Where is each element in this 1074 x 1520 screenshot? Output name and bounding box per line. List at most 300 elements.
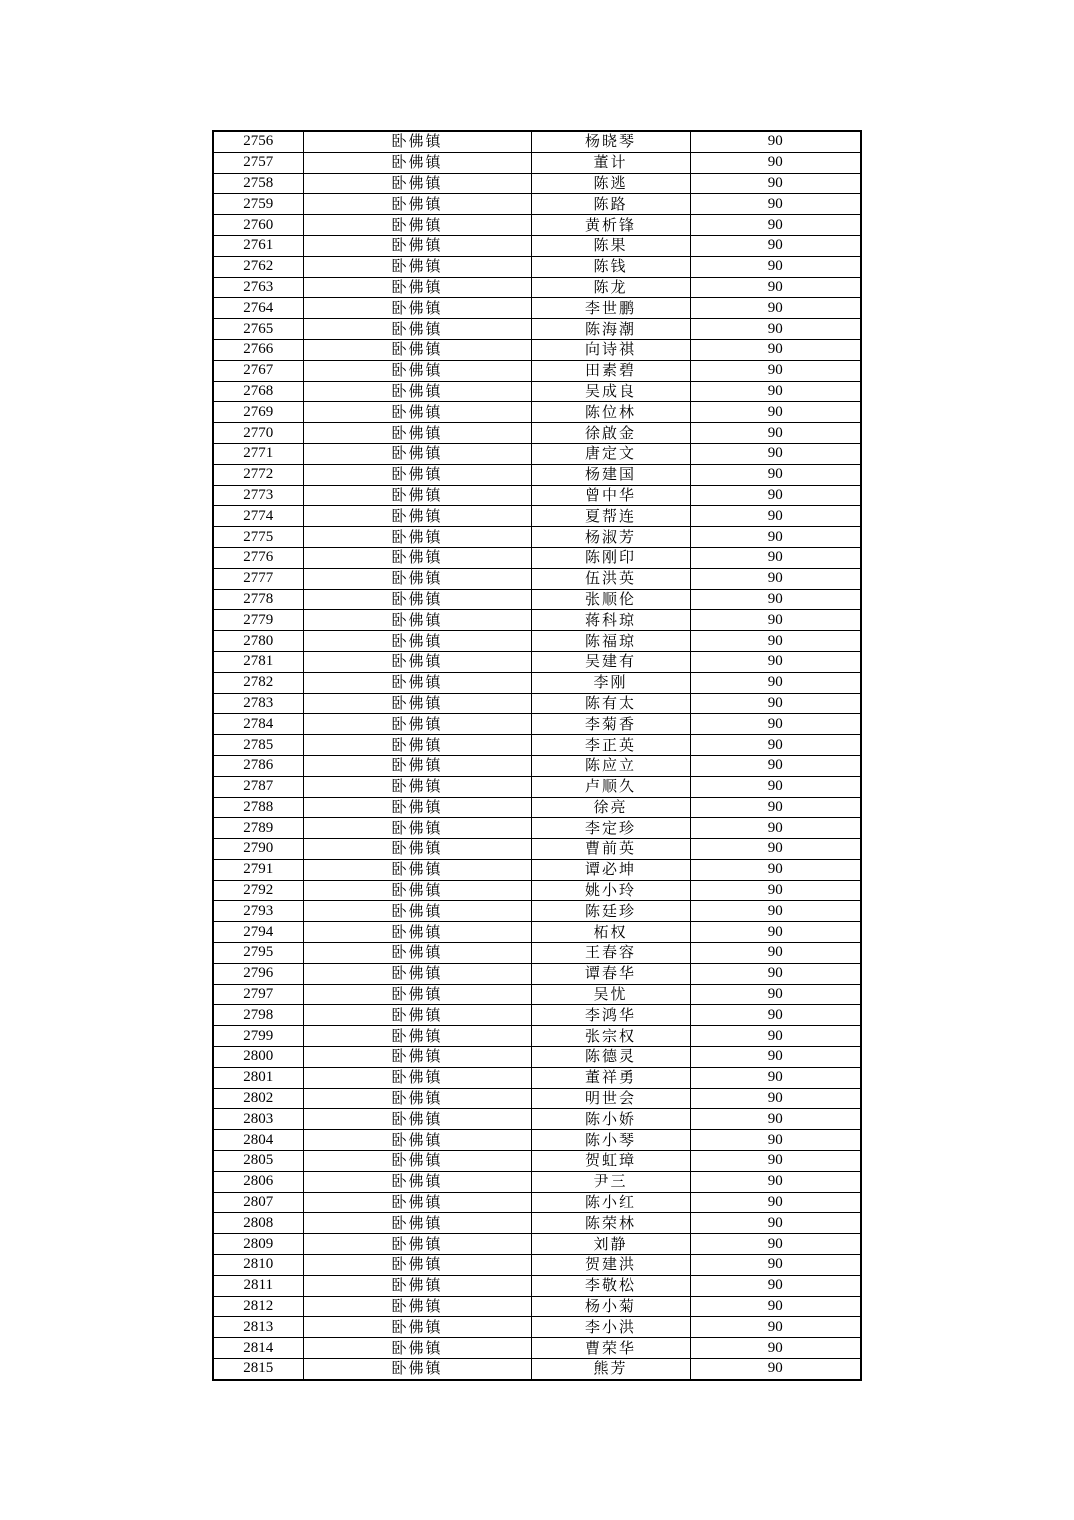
row-number-cell: 2763 [213, 277, 303, 298]
amount-cell: 90 [690, 610, 861, 631]
table-row [213, 1151, 861, 1172]
row-number-cell: 2808 [213, 1213, 303, 1234]
table-row [213, 1067, 861, 1088]
table-row [213, 589, 861, 610]
amount-cell: 90 [690, 1047, 861, 1068]
table-row [213, 672, 861, 693]
table-row [213, 1171, 861, 1192]
row-number-cell: 2770 [213, 423, 303, 444]
person-name-cell: 夏帮连 [531, 506, 690, 527]
row-number-cell: 2801 [213, 1067, 303, 1088]
amount-cell: 90 [690, 423, 861, 444]
table-row [213, 818, 861, 839]
town-cell: 卧佛镇 [303, 423, 531, 444]
town-cell: 卧佛镇 [303, 194, 531, 215]
amount-cell: 90 [690, 776, 861, 797]
town-cell: 卧佛镇 [303, 547, 531, 568]
table-row [213, 943, 861, 964]
amount-cell: 90 [690, 1338, 861, 1359]
row-number-cell: 2807 [213, 1192, 303, 1213]
person-name-cell: 柘权 [531, 922, 690, 943]
town-cell: 卧佛镇 [303, 277, 531, 298]
table-row [213, 631, 861, 652]
person-name-cell: 陈应立 [531, 755, 690, 776]
amount-cell: 90 [690, 360, 861, 381]
row-number-cell: 2767 [213, 360, 303, 381]
amount-cell: 90 [690, 506, 861, 527]
person-name-cell: 李刚 [531, 672, 690, 693]
table-row [213, 610, 861, 631]
amount-cell: 90 [690, 797, 861, 818]
town-cell: 卧佛镇 [303, 319, 531, 340]
table-row [213, 443, 861, 464]
row-number-cell: 2758 [213, 173, 303, 194]
town-cell: 卧佛镇 [303, 152, 531, 173]
table-row [213, 776, 861, 797]
town-cell: 卧佛镇 [303, 797, 531, 818]
amount-cell: 90 [690, 381, 861, 402]
amount-cell: 90 [690, 319, 861, 340]
amount-cell: 90 [690, 735, 861, 756]
town-cell: 卧佛镇 [303, 984, 531, 1005]
row-number-cell: 2804 [213, 1130, 303, 1151]
table-row [213, 298, 861, 319]
table-row [213, 963, 861, 984]
table-row [213, 839, 861, 860]
table-row [213, 1275, 861, 1296]
person-name-cell: 李小洪 [531, 1317, 690, 1338]
row-number-cell: 2773 [213, 485, 303, 506]
table-row [213, 568, 861, 589]
person-name-cell: 陈德灵 [531, 1047, 690, 1068]
roster-table [212, 130, 862, 1381]
table-row [213, 152, 861, 173]
table-row [213, 277, 861, 298]
table-row [213, 423, 861, 444]
table-row [213, 1088, 861, 1109]
row-number-cell: 2805 [213, 1151, 303, 1172]
person-name-cell: 陈小娇 [531, 1109, 690, 1130]
person-name-cell: 陈有太 [531, 693, 690, 714]
table-row [213, 464, 861, 485]
row-number-cell: 2780 [213, 631, 303, 652]
amount-cell: 90 [690, 485, 861, 506]
row-number-cell: 2794 [213, 922, 303, 943]
town-cell: 卧佛镇 [303, 131, 531, 152]
amount-cell: 90 [690, 984, 861, 1005]
row-number-cell: 2778 [213, 589, 303, 610]
table-row [213, 1338, 861, 1359]
person-name-cell: 蒋科琼 [531, 610, 690, 631]
table-row [213, 880, 861, 901]
row-number-cell: 2812 [213, 1296, 303, 1317]
town-cell: 卧佛镇 [303, 527, 531, 548]
person-name-cell: 熊芳 [531, 1359, 690, 1380]
row-number-cell: 2783 [213, 693, 303, 714]
amount-cell: 90 [690, 693, 861, 714]
amount-cell: 90 [690, 547, 861, 568]
amount-cell: 90 [690, 1109, 861, 1130]
town-cell: 卧佛镇 [303, 1275, 531, 1296]
table-row [213, 319, 861, 340]
person-name-cell: 张宗权 [531, 1026, 690, 1047]
person-name-cell: 李敬松 [531, 1275, 690, 1296]
town-cell: 卧佛镇 [303, 1213, 531, 1234]
amount-cell: 90 [690, 1026, 861, 1047]
table-row [213, 901, 861, 922]
town-cell: 卧佛镇 [303, 1109, 531, 1130]
town-cell: 卧佛镇 [303, 235, 531, 256]
row-number-cell: 2781 [213, 651, 303, 672]
town-cell: 卧佛镇 [303, 1047, 531, 1068]
person-name-cell: 李世鹏 [531, 298, 690, 319]
row-number-cell: 2803 [213, 1109, 303, 1130]
row-number-cell: 2775 [213, 527, 303, 548]
row-number-cell: 2760 [213, 215, 303, 236]
amount-cell: 90 [690, 215, 861, 236]
table-row [213, 922, 861, 943]
table-row [213, 1192, 861, 1213]
town-cell: 卧佛镇 [303, 568, 531, 589]
table-row [213, 1234, 861, 1255]
town-cell: 卧佛镇 [303, 839, 531, 860]
town-cell: 卧佛镇 [303, 381, 531, 402]
person-name-cell: 陈小琴 [531, 1130, 690, 1151]
table-row [213, 755, 861, 776]
amount-cell: 90 [690, 1296, 861, 1317]
person-name-cell: 唐定文 [531, 443, 690, 464]
town-cell: 卧佛镇 [303, 1005, 531, 1026]
table-row [213, 651, 861, 672]
town-cell: 卧佛镇 [303, 1067, 531, 1088]
amount-cell: 90 [690, 922, 861, 943]
person-name-cell: 卢顺久 [531, 776, 690, 797]
table-row [213, 859, 861, 880]
row-number-cell: 2800 [213, 1047, 303, 1068]
town-cell: 卧佛镇 [303, 1130, 531, 1151]
amount-cell: 90 [690, 880, 861, 901]
table-row [213, 360, 861, 381]
town-cell: 卧佛镇 [303, 943, 531, 964]
amount-cell: 90 [690, 1005, 861, 1026]
town-cell: 卧佛镇 [303, 651, 531, 672]
table-row [213, 1317, 861, 1338]
table-row [213, 1213, 861, 1234]
row-number-cell: 2779 [213, 610, 303, 631]
town-cell: 卧佛镇 [303, 776, 531, 797]
amount-cell: 90 [690, 859, 861, 880]
person-name-cell: 张顺伦 [531, 589, 690, 610]
town-cell: 卧佛镇 [303, 755, 531, 776]
table-row [213, 235, 861, 256]
town-cell: 卧佛镇 [303, 1171, 531, 1192]
town-cell: 卧佛镇 [303, 1026, 531, 1047]
person-name-cell: 曾中华 [531, 485, 690, 506]
row-number-cell: 2789 [213, 818, 303, 839]
town-cell: 卧佛镇 [303, 339, 531, 360]
row-number-cell: 2768 [213, 381, 303, 402]
person-name-cell: 伍洪英 [531, 568, 690, 589]
row-number-cell: 2813 [213, 1317, 303, 1338]
amount-cell: 90 [690, 256, 861, 277]
row-number-cell: 2772 [213, 464, 303, 485]
person-name-cell: 杨建国 [531, 464, 690, 485]
town-cell: 卧佛镇 [303, 464, 531, 485]
amount-cell: 90 [690, 1275, 861, 1296]
amount-cell: 90 [690, 943, 861, 964]
person-name-cell: 曹前英 [531, 839, 690, 860]
amount-cell: 90 [690, 1317, 861, 1338]
row-number-cell: 2762 [213, 256, 303, 277]
table-row [213, 485, 861, 506]
town-cell: 卧佛镇 [303, 631, 531, 652]
row-number-cell: 2798 [213, 1005, 303, 1026]
person-name-cell: 向诗祺 [531, 339, 690, 360]
town-cell: 卧佛镇 [303, 1338, 531, 1359]
person-name-cell: 陈逃 [531, 173, 690, 194]
table-row [213, 1005, 861, 1026]
person-name-cell: 陈路 [531, 194, 690, 215]
person-name-cell: 徐啟金 [531, 423, 690, 444]
person-name-cell: 谭必坤 [531, 859, 690, 880]
row-number-cell: 2811 [213, 1275, 303, 1296]
person-name-cell: 李菊香 [531, 714, 690, 735]
row-number-cell: 2785 [213, 735, 303, 756]
person-name-cell: 王春容 [531, 943, 690, 964]
table-row [213, 527, 861, 548]
table-row [213, 194, 861, 215]
row-number-cell: 2796 [213, 963, 303, 984]
table-row [213, 256, 861, 277]
person-name-cell: 曹荣华 [531, 1338, 690, 1359]
amount-cell: 90 [690, 464, 861, 485]
town-cell: 卧佛镇 [303, 1317, 531, 1338]
town-cell: 卧佛镇 [303, 859, 531, 880]
row-number-cell: 2766 [213, 339, 303, 360]
amount-cell: 90 [690, 1171, 861, 1192]
table-row [213, 1359, 861, 1380]
amount-cell: 90 [690, 631, 861, 652]
amount-cell: 90 [690, 443, 861, 464]
table-row [213, 173, 861, 194]
amount-cell: 90 [690, 194, 861, 215]
row-number-cell: 2756 [213, 131, 303, 152]
town-cell: 卧佛镇 [303, 1359, 531, 1380]
amount-cell: 90 [690, 1130, 861, 1151]
town-cell: 卧佛镇 [303, 173, 531, 194]
person-name-cell: 陈海潮 [531, 319, 690, 340]
amount-cell: 90 [690, 672, 861, 693]
person-name-cell: 吴建有 [531, 651, 690, 672]
town-cell: 卧佛镇 [303, 1151, 531, 1172]
town-cell: 卧佛镇 [303, 818, 531, 839]
table-row [213, 797, 861, 818]
row-number-cell: 2786 [213, 755, 303, 776]
person-name-cell: 陈钱 [531, 256, 690, 277]
row-number-cell: 2806 [213, 1171, 303, 1192]
person-name-cell: 董祥勇 [531, 1067, 690, 1088]
person-name-cell: 陈果 [531, 235, 690, 256]
table-row [213, 131, 861, 152]
amount-cell: 90 [690, 298, 861, 319]
person-name-cell: 陈廷珍 [531, 901, 690, 922]
amount-cell: 90 [690, 235, 861, 256]
roster-table-body [213, 131, 861, 1380]
amount-cell: 90 [690, 963, 861, 984]
amount-cell: 90 [690, 1067, 861, 1088]
row-number-cell: 2757 [213, 152, 303, 173]
table-row [213, 402, 861, 423]
person-name-cell: 杨晓琴 [531, 131, 690, 152]
amount-cell: 90 [690, 152, 861, 173]
table-row [213, 1130, 861, 1151]
town-cell: 卧佛镇 [303, 1088, 531, 1109]
row-number-cell: 2797 [213, 984, 303, 1005]
amount-cell: 90 [690, 818, 861, 839]
town-cell: 卧佛镇 [303, 735, 531, 756]
town-cell: 卧佛镇 [303, 215, 531, 236]
town-cell: 卧佛镇 [303, 360, 531, 381]
row-number-cell: 2761 [213, 235, 303, 256]
row-number-cell: 2769 [213, 402, 303, 423]
amount-cell: 90 [690, 1088, 861, 1109]
table-row [213, 381, 861, 402]
person-name-cell: 杨小菊 [531, 1296, 690, 1317]
person-name-cell: 徐亮 [531, 797, 690, 818]
person-name-cell: 黄析锋 [531, 215, 690, 236]
row-number-cell: 2793 [213, 901, 303, 922]
person-name-cell: 尹三 [531, 1171, 690, 1192]
table-row [213, 1296, 861, 1317]
amount-cell: 90 [690, 1255, 861, 1276]
amount-cell: 90 [690, 589, 861, 610]
row-number-cell: 2790 [213, 839, 303, 860]
row-number-cell: 2784 [213, 714, 303, 735]
town-cell: 卧佛镇 [303, 1255, 531, 1276]
person-name-cell: 贺建洪 [531, 1255, 690, 1276]
amount-cell: 90 [690, 339, 861, 360]
row-number-cell: 2764 [213, 298, 303, 319]
table-row [213, 1026, 861, 1047]
person-name-cell: 吴成良 [531, 381, 690, 402]
row-number-cell: 2765 [213, 319, 303, 340]
row-number-cell: 2802 [213, 1088, 303, 1109]
amount-cell: 90 [690, 568, 861, 589]
town-cell: 卧佛镇 [303, 672, 531, 693]
table-row [213, 506, 861, 527]
row-number-cell: 2809 [213, 1234, 303, 1255]
person-name-cell: 田素碧 [531, 360, 690, 381]
town-cell: 卧佛镇 [303, 506, 531, 527]
town-cell: 卧佛镇 [303, 693, 531, 714]
table-row [213, 1255, 861, 1276]
amount-cell: 90 [690, 1213, 861, 1234]
person-name-cell: 姚小玲 [531, 880, 690, 901]
row-number-cell: 2771 [213, 443, 303, 464]
town-cell: 卧佛镇 [303, 256, 531, 277]
table-row [213, 1047, 861, 1068]
person-name-cell: 陈位林 [531, 402, 690, 423]
row-number-cell: 2777 [213, 568, 303, 589]
table-row [213, 547, 861, 568]
person-name-cell: 李正英 [531, 735, 690, 756]
table-row [213, 984, 861, 1005]
amount-cell: 90 [690, 1359, 861, 1380]
row-number-cell: 2814 [213, 1338, 303, 1359]
row-number-cell: 2787 [213, 776, 303, 797]
town-cell: 卧佛镇 [303, 1192, 531, 1213]
amount-cell: 90 [690, 527, 861, 548]
town-cell: 卧佛镇 [303, 485, 531, 506]
person-name-cell: 贺虹璋 [531, 1151, 690, 1172]
town-cell: 卧佛镇 [303, 1234, 531, 1255]
person-name-cell: 吴忧 [531, 984, 690, 1005]
row-number-cell: 2759 [213, 194, 303, 215]
person-name-cell: 陈小红 [531, 1192, 690, 1213]
table-row [213, 714, 861, 735]
table-row [213, 339, 861, 360]
row-number-cell: 2815 [213, 1359, 303, 1380]
person-name-cell: 杨淑芳 [531, 527, 690, 548]
row-number-cell: 2799 [213, 1026, 303, 1047]
town-cell: 卧佛镇 [303, 880, 531, 901]
row-number-cell: 2788 [213, 797, 303, 818]
amount-cell: 90 [690, 714, 861, 735]
amount-cell: 90 [690, 1151, 861, 1172]
town-cell: 卧佛镇 [303, 298, 531, 319]
amount-cell: 90 [690, 755, 861, 776]
row-number-cell: 2776 [213, 547, 303, 568]
row-number-cell: 2795 [213, 943, 303, 964]
town-cell: 卧佛镇 [303, 610, 531, 631]
town-cell: 卧佛镇 [303, 901, 531, 922]
row-number-cell: 2792 [213, 880, 303, 901]
row-number-cell: 2774 [213, 506, 303, 527]
town-cell: 卧佛镇 [303, 589, 531, 610]
amount-cell: 90 [690, 651, 861, 672]
amount-cell: 90 [690, 839, 861, 860]
town-cell: 卧佛镇 [303, 963, 531, 984]
person-name-cell: 陈龙 [531, 277, 690, 298]
town-cell: 卧佛镇 [303, 714, 531, 735]
amount-cell: 90 [690, 402, 861, 423]
person-name-cell: 李鸿华 [531, 1005, 690, 1026]
person-name-cell: 谭春华 [531, 963, 690, 984]
table-row [213, 735, 861, 756]
amount-cell: 90 [690, 1192, 861, 1213]
town-cell: 卧佛镇 [303, 922, 531, 943]
person-name-cell: 董计 [531, 152, 690, 173]
town-cell: 卧佛镇 [303, 443, 531, 464]
row-number-cell: 2791 [213, 859, 303, 880]
amount-cell: 90 [690, 131, 861, 152]
table-row [213, 693, 861, 714]
person-name-cell: 陈荣林 [531, 1213, 690, 1234]
person-name-cell: 陈福琼 [531, 631, 690, 652]
person-name-cell: 陈刚印 [531, 547, 690, 568]
amount-cell: 90 [690, 901, 861, 922]
town-cell: 卧佛镇 [303, 1296, 531, 1317]
amount-cell: 90 [690, 277, 861, 298]
town-cell: 卧佛镇 [303, 402, 531, 423]
person-name-cell: 李定珍 [531, 818, 690, 839]
table-row [213, 1109, 861, 1130]
person-name-cell: 明世会 [531, 1088, 690, 1109]
amount-cell: 90 [690, 1234, 861, 1255]
table-row [213, 215, 861, 236]
amount-cell: 90 [690, 173, 861, 194]
row-number-cell: 2810 [213, 1255, 303, 1276]
